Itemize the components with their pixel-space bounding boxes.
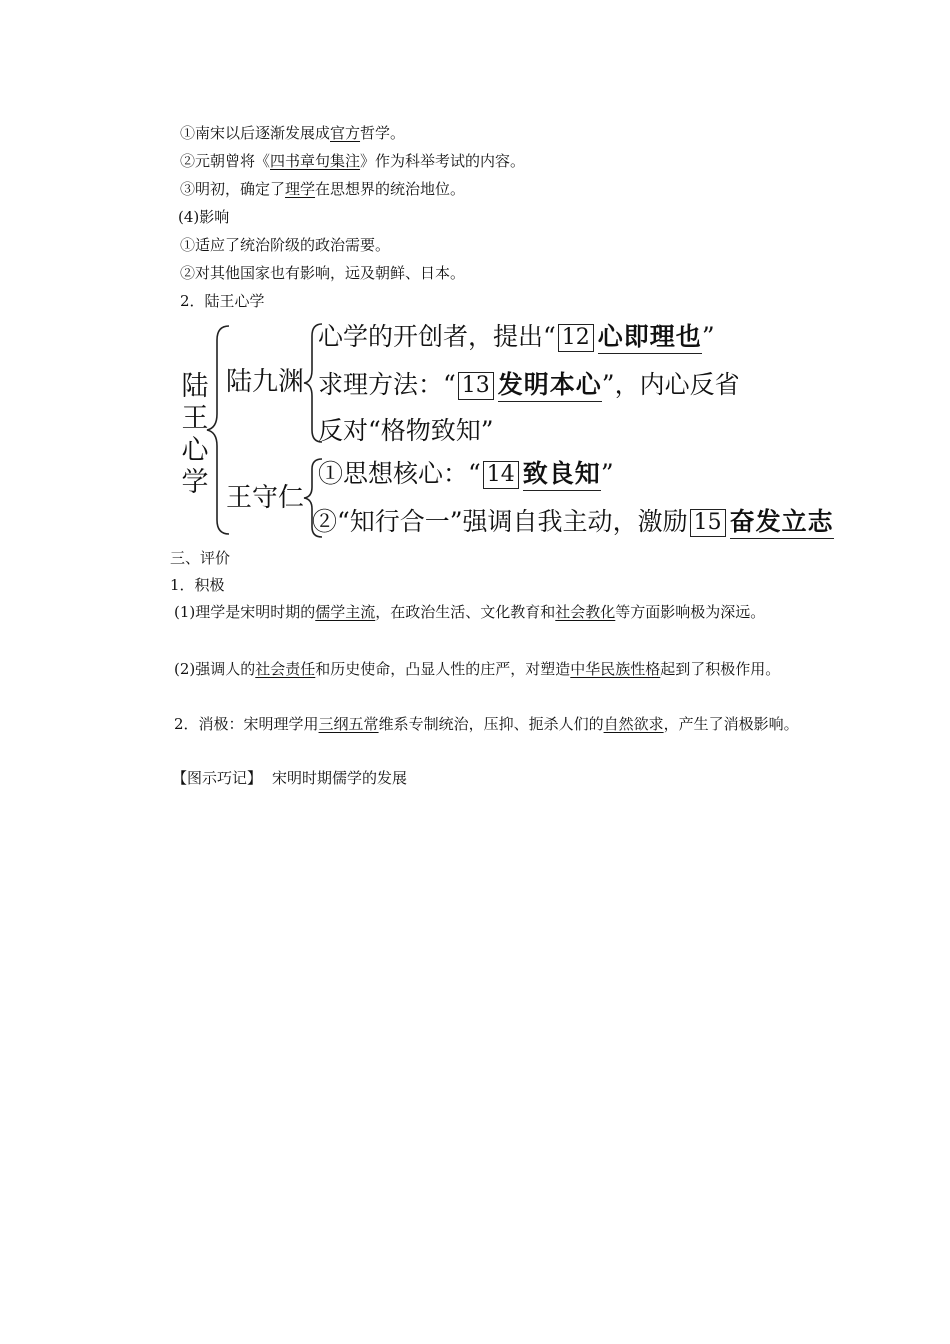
positive-paragraph-1 [140, 598, 820, 627]
lu-line-3: 反对“格物致知” [318, 416, 494, 445]
text: ，在政治生活、文化教育和 [375, 603, 556, 621]
wang-shouren-label: 王守仁 [226, 483, 305, 513]
positive-title: 1．积极 [170, 576, 225, 594]
answer-text: 心即理也 [598, 322, 702, 354]
underlined-answer: 四书章句集注 [270, 152, 361, 170]
answer-text: 发明本心 [498, 370, 602, 402]
caption-text: 宋明时期儒学的发展 [272, 769, 408, 787]
text: 和历史使命，凸显人性的庄严，对塑造 [315, 660, 571, 678]
answer-number-box: 15 [690, 509, 726, 537]
text: 哲学。 [360, 124, 406, 142]
underlined-answer: 理学 [285, 180, 316, 198]
text: (1)理学是宋明时期的 [174, 603, 316, 621]
lu-line-1 [318, 322, 715, 352]
text: 2．消极：宋明理学用 [174, 715, 319, 733]
intro-line-3 [180, 179, 465, 199]
negative-paragraph [140, 710, 820, 739]
text: ②“知行合一”强调自我主动，激励 [312, 507, 688, 536]
text: 求理方法：“ [318, 370, 456, 399]
section2-title: 2．陆王心学 [180, 292, 265, 310]
text: 在思想界的统治地位。 [315, 180, 466, 198]
underlined-answer: 社会教化 [555, 603, 616, 621]
lu-line-2 [318, 370, 740, 400]
underlined-answer: 自然欲求 [603, 715, 664, 733]
root-char: 王 [181, 403, 209, 434]
influence-item-2: ②对其他国家也有影响，远及朝鲜、日本。 [180, 264, 466, 282]
root-char: 心 [181, 435, 209, 466]
text: ，产生了消极影响。 [663, 715, 799, 733]
text: ”，内心反省 [601, 370, 740, 399]
answer-number-box: 12 [558, 324, 594, 352]
underlined-answer: 儒学主流 [315, 603, 376, 621]
text: (2)强调人的 [174, 660, 256, 678]
text: 心学的开创者，提出“ [318, 322, 556, 351]
caption-tag: 【图示巧记】 [172, 769, 263, 787]
underlined-answer: 三纲五常 [318, 715, 379, 733]
answer-text: 致良知 [523, 459, 601, 491]
text: 》作为科举考试的内容。 [360, 152, 526, 170]
diagram-memory-caption [172, 768, 407, 788]
underlined-answer: 中华民族性格 [570, 660, 661, 678]
text: ①思想核心：“ [318, 459, 481, 488]
text: ③明初，确定了 [180, 180, 286, 198]
text: ” [600, 459, 614, 488]
positive-paragraph-2 [140, 655, 820, 684]
answer-text: 奋发立志 [730, 507, 834, 539]
intro-line-2 [180, 151, 525, 171]
wang-line-1 [318, 459, 614, 489]
intro-line-1 [180, 123, 405, 143]
text: 等方面影响极为深远。 [615, 603, 766, 621]
text: ” [701, 322, 715, 351]
root-char: 学 [181, 467, 209, 498]
influence-item-1: ①适应了统治阶级的政治需要。 [180, 236, 391, 254]
root-char: 陆 [181, 371, 209, 402]
underlined-answer: 社会责任 [255, 660, 316, 678]
influence-heading: (4)影响 [178, 208, 230, 226]
evaluation-title: 三、评价 [170, 549, 231, 567]
text: 起到了积极作用。 [660, 660, 781, 678]
lu-jiuyuan-label: 陆九渊 [226, 367, 305, 397]
text: ①南宋以后逐渐发展成 [180, 124, 331, 142]
answer-number-box: 14 [483, 461, 519, 489]
wang-line-2 [312, 507, 834, 537]
text: 维系专制统治，压抑、扼杀人们的 [378, 715, 604, 733]
answer-number-box: 13 [458, 372, 494, 400]
underlined-answer: 官方 [330, 124, 361, 142]
text: ②元朝曾将《 [180, 152, 271, 170]
